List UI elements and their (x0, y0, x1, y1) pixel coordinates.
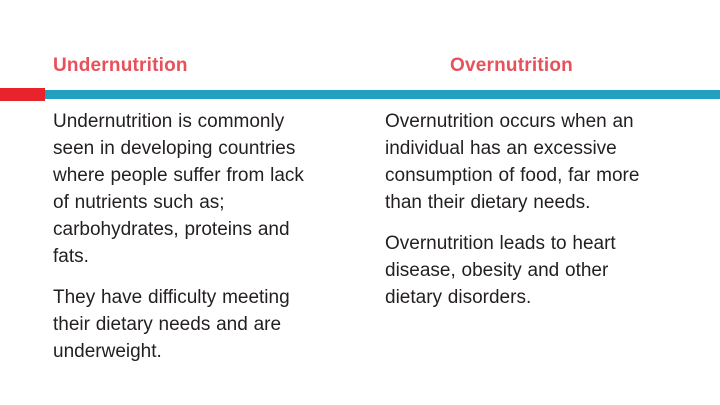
column-headings (0, 55, 720, 87)
accent-bar (0, 88, 45, 101)
column-undernutrition (53, 108, 313, 379)
paragraph: Overnutrition leads to heart disease, obesity and other dietary disorders. (385, 233, 616, 308)
content-columns (0, 108, 720, 405)
column-overnutrition (385, 108, 665, 325)
column-heading-undernutrition: Undernutrition (53, 55, 188, 76)
column-heading-overnutrition: Overnutrition (450, 55, 573, 76)
divider-bar (45, 90, 720, 99)
paragraph: They have difficulty meeting their dietary needs and are underweight. (53, 287, 290, 362)
paragraph: Undernutrition is commonly seen in developing countries where people suffer from lack of nutrients such as; carbohydrates, proteins and fats. (53, 111, 304, 267)
paragraph: Overnutrition occurs when an individual has an excessive consumption of food, far more than their dietary needs. (385, 111, 640, 213)
